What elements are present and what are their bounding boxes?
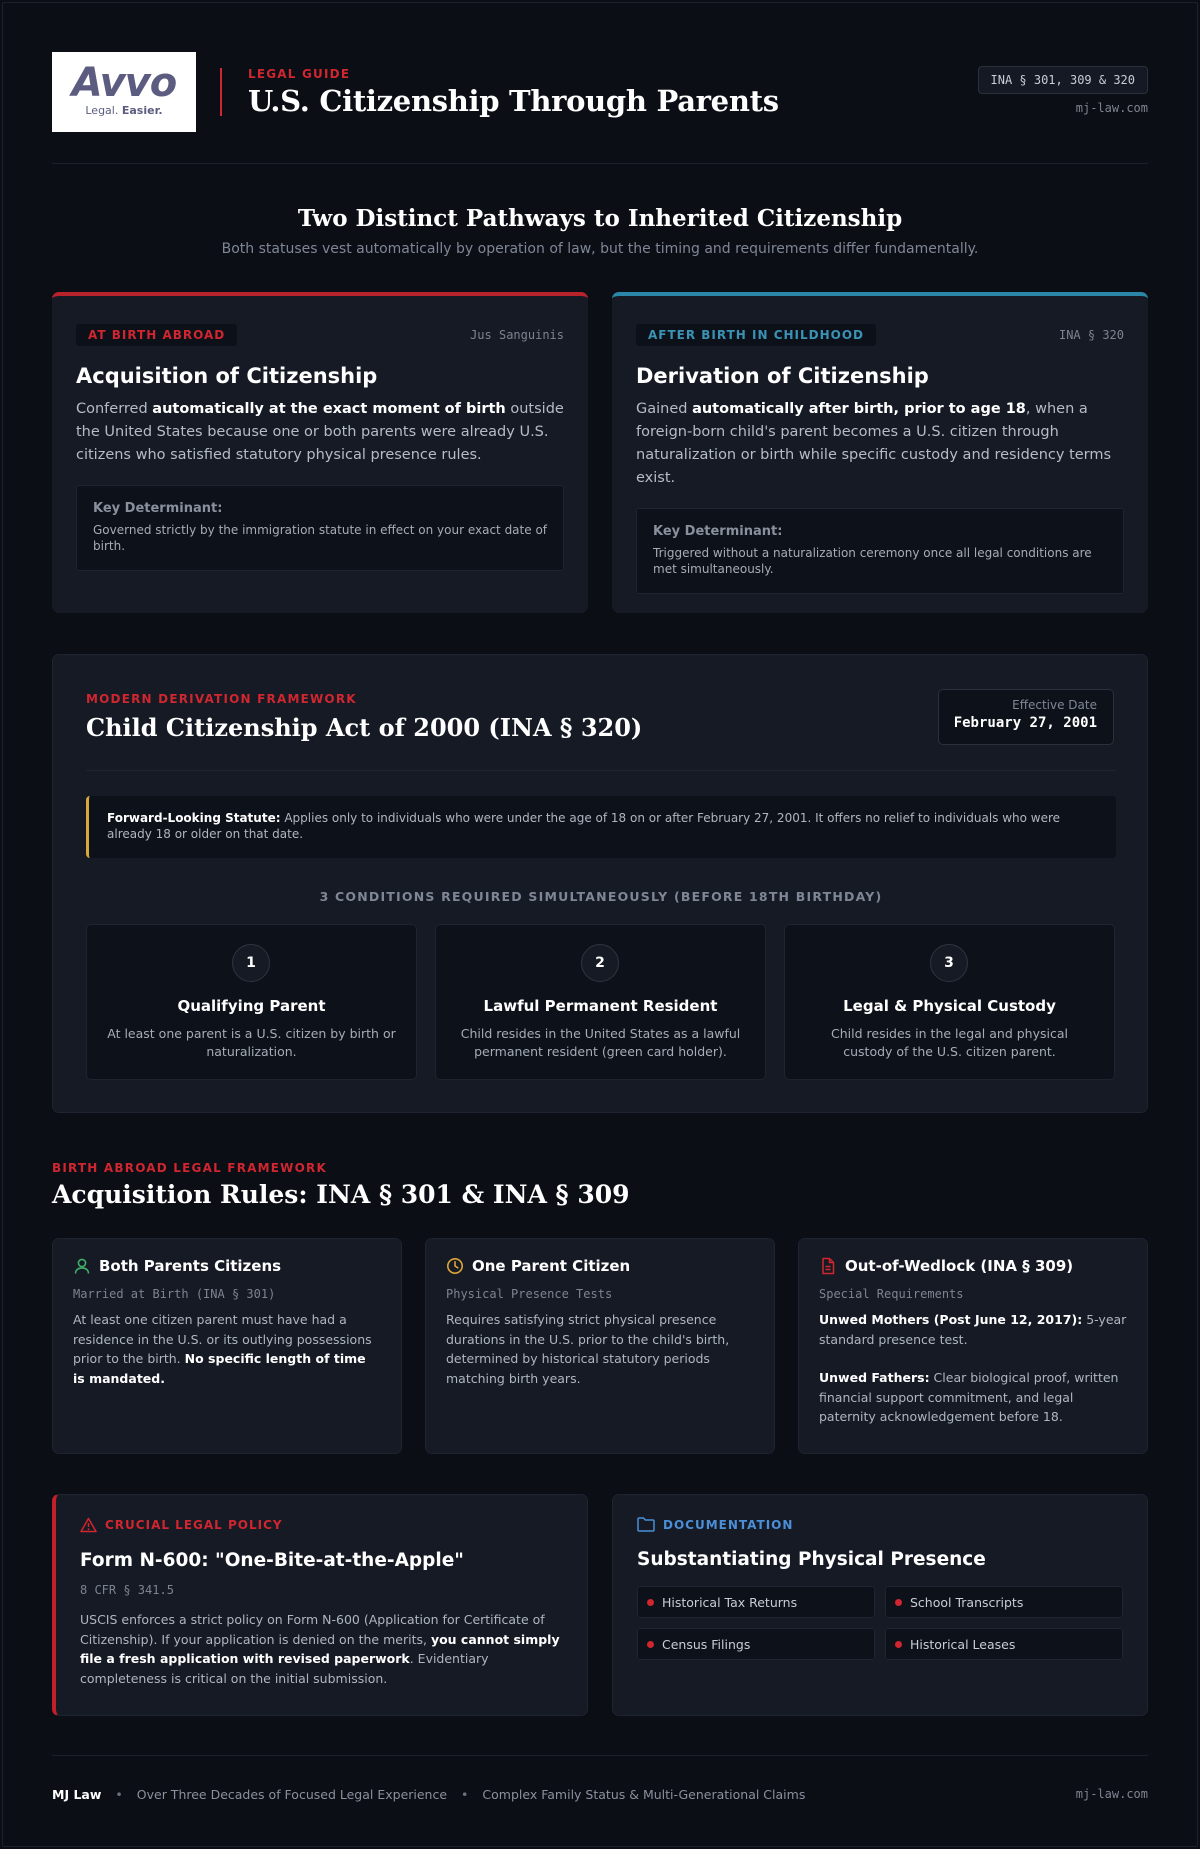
- rule-card-one-parent: [425, 1238, 775, 1454]
- rule-label: Unwed Mothers (Post June 12, 2017):: [819, 1312, 1083, 1327]
- rule-card-text: At least one citizen parent must have had a residence in the U.S. or its outlying possessions prior to the birth.: [73, 1312, 372, 1366]
- key-determinant-box: [76, 485, 564, 571]
- documentation-item: [637, 1586, 875, 1618]
- key-determinant-text: Triggered without a naturalization ceremony once all legal conditions are met simultaneously.: [653, 546, 1092, 576]
- acquisition-title: Acquisition Rules: INA § 301 & INA § 309: [52, 1180, 630, 1209]
- rule-card-subtitle: Special Requirements: [819, 1287, 964, 1301]
- documentation-card: [612, 1494, 1148, 1716]
- documentation-item-label: Historical Leases: [910, 1636, 1016, 1652]
- condition-title: Legal & Physical Custody: [843, 997, 1056, 1015]
- condition-card: [435, 924, 766, 1080]
- pathway-text: , when a foreign-born child's parent becomes a U.S. citizen through naturalization or birth while specific custody and residency terms exist.: [636, 401, 1112, 486]
- documentation-title: Substantiating Physical Presence: [637, 1549, 986, 1570]
- documentation-item: [885, 1628, 1123, 1660]
- rule-card-both-parents: [52, 1238, 402, 1454]
- rule-card-title: One Parent Citizen: [472, 1257, 631, 1275]
- cca-title: Child Citizenship Act of 2000 (INA § 320): [86, 713, 643, 742]
- rule-card-header: [819, 1257, 1127, 1275]
- pathway-title: Acquisition of Citizenship: [76, 364, 378, 388]
- logo-wordmark: Avvo: [71, 60, 177, 106]
- bullet-icon: [647, 1599, 654, 1606]
- condition-text: Child resides in the legal and physical custody of the U.S. citizen parent.: [831, 1026, 1068, 1059]
- rule-card-subtitle: Physical Presence Tests: [446, 1287, 613, 1301]
- policy-text: USCIS enforces a strict policy on Form N-600 (Application for Certificate of Citizenship). If your application is denied on the merits,: [80, 1612, 545, 1647]
- policy-eyebrow: [80, 1517, 563, 1533]
- header-eyebrow: LEGAL GUIDE: [248, 67, 351, 81]
- clock-icon: [446, 1257, 464, 1275]
- condition-number: 2: [581, 944, 619, 982]
- rule-text: Clear biological proof, written financial support commitment, and legal paternity acknowledgement before 18.: [819, 1370, 1119, 1424]
- rule-card-text-bold: No specific length of time is mandated.: [73, 1351, 366, 1386]
- effective-date-label: Effective Date: [1012, 698, 1097, 712]
- condition-number: 1: [232, 944, 270, 982]
- page-title: U.S. Citizenship Through Parents: [248, 84, 779, 118]
- logo-tagline-b: Easier.: [121, 104, 163, 117]
- header-divider: [220, 68, 222, 116]
- documentation-eyebrow-text: DOCUMENTATION: [663, 1517, 794, 1532]
- key-determinant-label: Key Determinant:: [93, 501, 223, 516]
- effective-date-value: February 27, 2001: [953, 715, 1097, 731]
- documentation-eyebrow: [637, 1517, 1123, 1532]
- condition-text: Child resides in the United States as a lawful permanent resident (green card holder).: [460, 1026, 741, 1059]
- intro-subtitle: Both statuses vest automatically by operation of law, but the timing and requirements differ fundamentally.: [221, 241, 979, 257]
- rule-card-body: [73, 1310, 381, 1388]
- warning-icon: [80, 1517, 97, 1533]
- rule-card-header: [73, 1257, 381, 1275]
- header-divider-line: [52, 163, 1148, 164]
- rule-card-body: [819, 1310, 1127, 1427]
- policy-text: . Evidentiary completeness is critical on the initial submission.: [80, 1651, 489, 1686]
- documentation-item-label: Census Filings: [662, 1636, 751, 1652]
- intro-title: Two Distinct Pathways to Inherited Citizenship: [297, 205, 903, 232]
- forward-looking-note: [86, 796, 1116, 858]
- condition-title: Qualifying Parent: [177, 997, 326, 1015]
- policy-body: [80, 1610, 563, 1688]
- pathway-text: Conferred: [76, 401, 153, 417]
- pathway-text-bold: automatically after birth, prior to age 18: [692, 401, 1026, 417]
- policy-text-bold: you cannot simply file a fresh application with revised paperwork: [80, 1631, 560, 1666]
- child-citizenship-act-section: [52, 654, 1148, 1113]
- documentation-item-label: School Transcripts: [910, 1594, 1024, 1610]
- note-label: Forward-Looking Statute:: [107, 811, 281, 825]
- avvo-logo[interactable]: [52, 52, 196, 132]
- person-icon: [73, 1257, 91, 1275]
- pathway-description: [636, 398, 1124, 490]
- pathway-text: Gained: [636, 401, 693, 417]
- documentation-item: [885, 1586, 1123, 1618]
- bullet-icon: [647, 1641, 654, 1648]
- documentation-item: [637, 1628, 875, 1660]
- key-determinant-label: Key Determinant:: [653, 524, 783, 539]
- note-text: Applies only to individuals who were under the age of 18 on or after February 27, 2001. It offers no relief to individuals who were already 18 or older on that date.: [107, 811, 1061, 841]
- footer-divider: [52, 1755, 1148, 1756]
- acquisition-eyebrow: BIRTH ABROAD LEGAL FRAMEWORK: [52, 1161, 327, 1175]
- document-icon: [819, 1257, 837, 1275]
- key-determinant-text: Governed strictly by the immigration statute in effect on your exact date of birth.: [93, 523, 548, 553]
- condition-title: Lawful Permanent Resident: [483, 997, 718, 1015]
- unwed-mothers-rule: [819, 1310, 1127, 1349]
- condition-text: At least one parent is a U.S. citizen by birth or naturalization.: [107, 1026, 396, 1059]
- cca-eyebrow: MODERN DERIVATION FRAMEWORK: [86, 692, 357, 706]
- policy-citation: 8 CFR § 341.5: [80, 1583, 174, 1597]
- pathway-pill: AFTER BIRTH IN CHILDHOOD: [636, 324, 876, 346]
- logo-tagline-a: Legal.: [85, 104, 119, 117]
- footer-brand: MJ Law: [52, 1787, 102, 1802]
- folder-icon: [637, 1517, 655, 1532]
- rule-card-subtitle: Married at Birth (INA § 301): [73, 1287, 276, 1301]
- footer-site-link[interactable]: mj-law.com: [1075, 1787, 1148, 1801]
- effective-date-box: [938, 689, 1114, 745]
- cca-divider: [86, 770, 1116, 771]
- rule-card-out-of-wedlock: [798, 1238, 1148, 1454]
- documentation-list: [637, 1586, 1123, 1660]
- footer-item: Over Three Decades of Focused Legal Experience: [136, 1787, 448, 1802]
- rule-card-body: Requires satisfying strict physical presence durations in the U.S. prior to the child's birth, determined by historical statutory periods matching birth years.: [446, 1312, 730, 1386]
- key-determinant-box: [636, 508, 1124, 594]
- pathway-text: outside the United States because one or both parents were already U.S. citizens who satisfied statutory physical presence rules.: [76, 401, 564, 463]
- pathway-title: Derivation of Citizenship: [636, 364, 929, 388]
- condition-card: [784, 924, 1115, 1080]
- header: [52, 52, 1148, 132]
- unwed-fathers-rule: [819, 1368, 1127, 1427]
- header-site-link[interactable]: mj-law.com: [1075, 101, 1148, 115]
- policy-eyebrow-text: CRUCIAL LEGAL POLICY: [105, 1518, 283, 1532]
- pathway-ref: Jus Sanguinis: [470, 328, 564, 342]
- rule-card-title: Out-of-Wedlock (INA § 309): [845, 1257, 1074, 1275]
- logo-tagline: [52, 104, 196, 117]
- rule-card-header: [446, 1257, 754, 1275]
- rule-label: Unwed Fathers:: [819, 1370, 930, 1385]
- n600-policy-card: [52, 1494, 588, 1716]
- conditions-heading: 3 CONDITIONS REQUIRED SIMULTANEOUSLY (BEFORE 18TH BIRTHDAY): [319, 889, 883, 904]
- bullet-icon: [895, 1641, 902, 1648]
- condition-card: [86, 924, 417, 1080]
- footer: MJ Law • Over Three Decades of Focused Legal Experience • Complex Family Status & Multi-Generational Claims mj-law.com: [52, 1787, 1148, 1802]
- footer-item: Complex Family Status & Multi-Generational Claims: [482, 1787, 806, 1802]
- pathway-text-bold: automatically at the exact moment of birth: [152, 401, 506, 417]
- statute-badge: INA § 301, 309 & 320: [978, 66, 1149, 94]
- condition-number: 3: [930, 944, 968, 982]
- pathway-ref: INA § 320: [1058, 328, 1124, 342]
- derivation-card: [612, 292, 1148, 613]
- bullet-icon: [895, 1599, 902, 1606]
- pathway-description: [76, 398, 564, 467]
- pathway-pill: AT BIRTH ABROAD: [76, 324, 237, 346]
- acquisition-card: [52, 292, 588, 613]
- rule-text: 5-year standard presence test.: [819, 1312, 1127, 1347]
- policy-title: Form N-600: "One-Bite-at-the-Apple": [80, 1550, 464, 1571]
- rule-card-title: Both Parents Citizens: [99, 1257, 282, 1275]
- documentation-item-label: Historical Tax Returns: [662, 1594, 798, 1610]
